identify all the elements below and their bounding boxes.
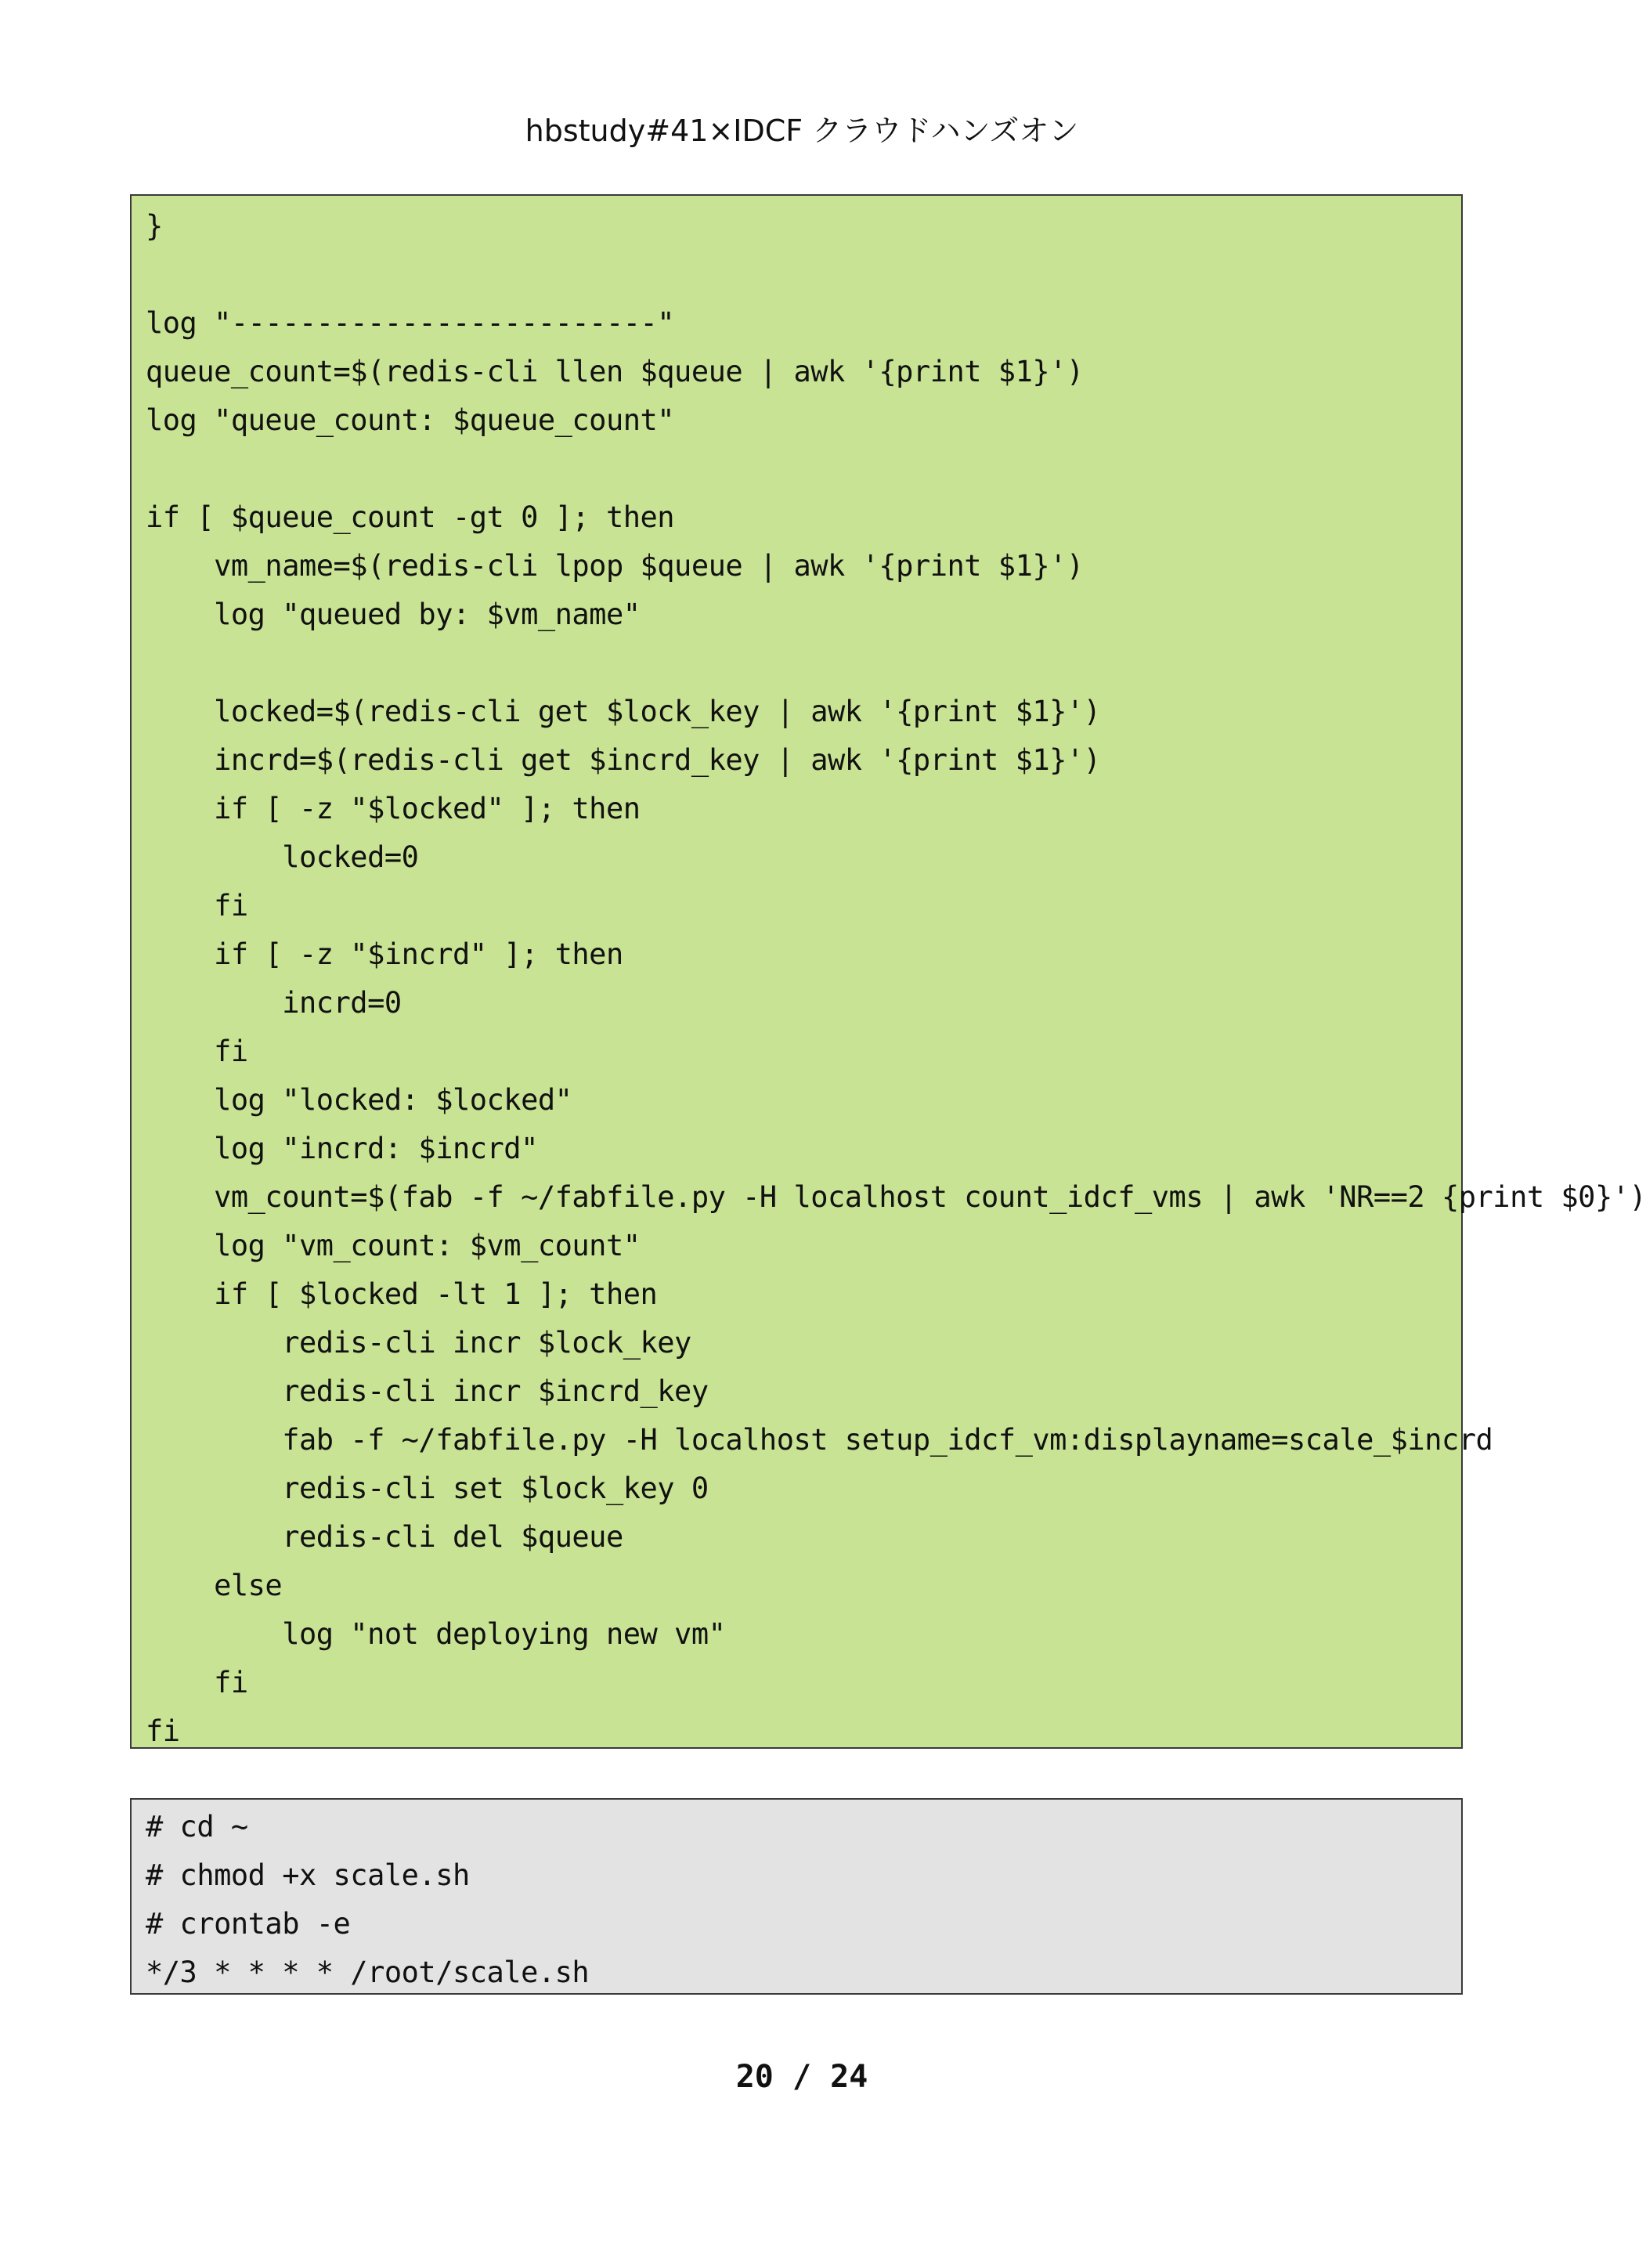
code-line: redis-cli del $queue (146, 1520, 623, 1554)
code-line: } (146, 209, 163, 243)
code-line: redis-cli incr $incrd_key (146, 1374, 709, 1408)
command-line: */3 * * * * /root/scale.sh (146, 1956, 590, 1989)
code-line: fi (146, 1666, 248, 1699)
code-line: vm_count=$(fab -f ~/fabfile.py -H localhost count_idcf_vms | awk 'NR==2 {print $0}') (146, 1180, 1646, 1214)
code-line: if [ $locked -lt 1 ]; then (146, 1277, 658, 1311)
command-code-block (130, 1798, 1463, 1995)
code-line: fi (146, 889, 248, 923)
code-line: log "queued by: $vm_name" (146, 598, 641, 631)
command-line: # cd ~ (146, 1810, 248, 1844)
code-line (146, 445, 1461, 493)
command-line: # chmod +x scale.sh (146, 1858, 470, 1892)
page-header-title: hbstudy#41×IDCF クラウドハンズオン (525, 114, 1079, 148)
code-line: log "incrd: $incrd" (146, 1132, 538, 1165)
code-line: log "locked: $locked" (146, 1083, 572, 1117)
code-line: if [ -z "$incrd" ]; then (146, 937, 623, 971)
code-line: incrd=$(redis-cli get $incrd_key | awk '{print $1}') (146, 743, 1101, 777)
code-line: vm_name=$(redis-cli lpop $queue | awk '{print $1}') (146, 549, 1084, 583)
code-line: log "vm_count: $vm_count" (146, 1229, 641, 1262)
code-line: locked=$(redis-cli get $lock_key | awk '{print $1}') (146, 695, 1101, 728)
code-line: locked=0 (146, 840, 419, 874)
code-line: log "-------------------------" (146, 306, 675, 340)
code-line: fi (146, 1035, 248, 1068)
code-line (146, 639, 1461, 688)
code-line: queue_count=$(redis-cli llen $queue | awk '{print $1}') (146, 355, 1084, 388)
script-code-block (130, 194, 1646, 1749)
code-line: log "queue_count: $queue_count" (146, 403, 675, 437)
command-line: # crontab -e (146, 1907, 351, 1941)
code-line: if [ -z "$locked" ]; then (146, 792, 641, 825)
code-line: fab -f ~/fabfile.py -H localhost setup_idcf_vm:displayname=scale_$incrd (146, 1423, 1493, 1457)
code-line: fi (146, 1714, 180, 1748)
code-line: log "not deploying new vm" (146, 1617, 726, 1651)
code-line: redis-cli set $lock_key 0 (146, 1472, 709, 1505)
page-number: 20 / 24 (735, 2059, 868, 2095)
code-line: if [ $queue_count -gt 0 ]; then (146, 500, 675, 534)
code-line (146, 251, 1461, 299)
code-line: incrd=0 (146, 986, 402, 1020)
code-line: else (146, 1569, 283, 1602)
code-line: redis-cli incr $lock_key (146, 1326, 691, 1360)
